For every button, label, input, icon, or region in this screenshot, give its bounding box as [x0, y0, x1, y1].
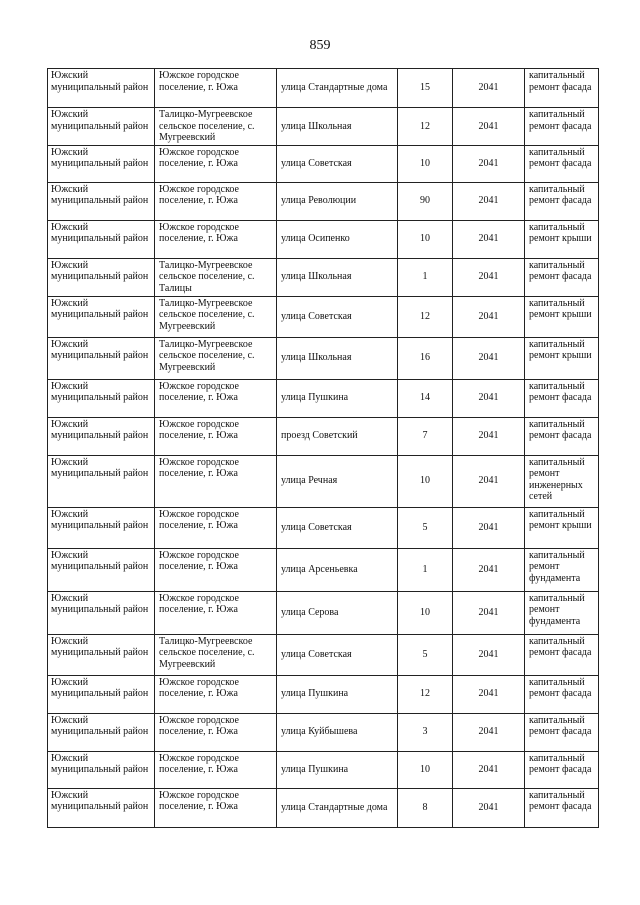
street-cell: улица Серова — [277, 591, 398, 634]
settlement-cell: Южское городское поселение, г. Южа — [155, 182, 277, 220]
house-number-cell: 5 — [398, 507, 453, 548]
district-cell: Южский муниципальный район — [48, 455, 155, 507]
house-number-cell: 1 — [398, 258, 453, 296]
table-row — [48, 634, 599, 675]
house-number-cell: 10 — [398, 591, 453, 634]
street-cell: проезд Советский — [277, 417, 398, 455]
work-type-cell: капитальный ремонт фасада — [525, 788, 599, 827]
street-cell: улица Советская — [277, 145, 398, 182]
work-type-cell: капитальный ремонт фасада — [525, 108, 599, 146]
table-row — [48, 108, 599, 146]
district-cell: Южский муниципальный район — [48, 379, 155, 417]
work-type-cell: капитальный ремонт фасада — [525, 417, 599, 455]
table-row — [48, 182, 599, 220]
street-cell: улица Советская — [277, 634, 398, 675]
district-cell: Южский муниципальный район — [48, 751, 155, 788]
work-type-cell: капитальный ремонт фасада — [525, 379, 599, 417]
street-cell: улица Осипенко — [277, 220, 398, 258]
settlement-cell: Талицко-Мугреевское сельское поселение, с. Талицы — [155, 258, 277, 296]
district-cell: Южский муниципальный район — [48, 591, 155, 634]
settlement-cell: Талицко-Мугреевское сельское поселение, с. Мугреевский — [155, 337, 277, 379]
district-cell: Южский муниципальный район — [48, 182, 155, 220]
table-body — [48, 69, 599, 828]
table-row — [48, 675, 599, 713]
street-cell: улица Арсеньевка — [277, 548, 398, 591]
year-cell: 2041 — [453, 337, 525, 379]
district-cell: Южский муниципальный район — [48, 69, 155, 108]
page-number: 859 — [309, 38, 331, 53]
house-number-cell: 5 — [398, 634, 453, 675]
table-row — [48, 591, 599, 634]
house-number-cell: 16 — [398, 337, 453, 379]
street-cell: улица Советская — [277, 296, 398, 337]
street-cell: улица Пушкина — [277, 675, 398, 713]
street-cell: улица Стандартные дома — [277, 69, 398, 108]
house-number-cell: 15 — [398, 69, 453, 108]
year-cell: 2041 — [453, 417, 525, 455]
street-cell: улица Стандартные дома — [277, 788, 398, 827]
district-cell: Южский муниципальный район — [48, 108, 155, 146]
work-type-cell: капитальный ремонт фасада — [525, 675, 599, 713]
district-cell: Южский муниципальный район — [48, 258, 155, 296]
table-row — [48, 417, 599, 455]
year-cell: 2041 — [453, 108, 525, 146]
settlement-cell: Южское городское поселение, г. Южа — [155, 379, 277, 417]
settlement-cell: Южское городское поселение, г. Южа — [155, 417, 277, 455]
work-type-cell: капитальный ремонт фундамента — [525, 548, 599, 591]
year-cell: 2041 — [453, 634, 525, 675]
year-cell: 2041 — [453, 507, 525, 548]
work-type-cell: капитальный ремонт фасада — [525, 713, 599, 751]
year-cell: 2041 — [453, 751, 525, 788]
house-number-cell: 8 — [398, 788, 453, 827]
table-row — [48, 548, 599, 591]
work-type-cell: капитальный ремонт инженерных сетей — [525, 455, 599, 507]
district-cell: Южский муниципальный район — [48, 220, 155, 258]
work-type-cell: капитальный ремонт крыши — [525, 337, 599, 379]
settlement-cell: Южское городское поселение, г. Южа — [155, 675, 277, 713]
table-row — [48, 788, 599, 827]
district-cell: Южский муниципальный район — [48, 337, 155, 379]
table-row — [48, 220, 599, 258]
settlement-cell: Южское городское поселение, г. Южа — [155, 145, 277, 182]
table-row — [48, 751, 599, 788]
house-number-cell: 12 — [398, 675, 453, 713]
year-cell: 2041 — [453, 713, 525, 751]
year-cell: 2041 — [453, 182, 525, 220]
settlement-cell: Южское городское поселение, г. Южа — [155, 713, 277, 751]
district-cell: Южский муниципальный район — [48, 145, 155, 182]
house-number-cell: 3 — [398, 713, 453, 751]
district-cell: Южский муниципальный район — [48, 713, 155, 751]
district-cell: Южский муниципальный район — [48, 634, 155, 675]
house-number-cell: 12 — [398, 108, 453, 146]
house-number-cell: 10 — [398, 751, 453, 788]
year-cell: 2041 — [453, 379, 525, 417]
work-type-cell: капитальный ремонт крыши — [525, 507, 599, 548]
street-cell: улица Школьная — [277, 337, 398, 379]
settlement-cell: Южское городское поселение, г. Южа — [155, 69, 277, 108]
house-number-cell: 10 — [398, 220, 453, 258]
year-cell: 2041 — [453, 591, 525, 634]
settlement-cell: Южское городское поселение, г. Южа — [155, 455, 277, 507]
street-cell: улица Советская — [277, 507, 398, 548]
street-cell: улица Куйбышева — [277, 713, 398, 751]
settlement-cell: Южское городское поселение, г. Южа — [155, 751, 277, 788]
house-number-cell: 10 — [398, 145, 453, 182]
settlement-cell: Южское городское поселение, г. Южа — [155, 591, 277, 634]
table-row — [48, 455, 599, 507]
year-cell: 2041 — [453, 548, 525, 591]
year-cell: 2041 — [453, 788, 525, 827]
street-cell: улица Речная — [277, 455, 398, 507]
work-type-cell: капитальный ремонт крыши — [525, 220, 599, 258]
settlement-cell: Талицко-Мугреевское сельское поселение, с. Мугреевский — [155, 108, 277, 146]
year-cell: 2041 — [453, 296, 525, 337]
repair-schedule-table — [47, 68, 599, 828]
district-cell: Южский муниципальный район — [48, 548, 155, 591]
work-type-cell: капитальный ремонт фасада — [525, 145, 599, 182]
house-number-cell: 1 — [398, 548, 453, 591]
street-cell: улица Школьная — [277, 108, 398, 146]
settlement-cell: Южское городское поселение, г. Южа — [155, 548, 277, 591]
settlement-cell: Южское городское поселение, г. Южа — [155, 220, 277, 258]
table-row — [48, 713, 599, 751]
settlement-cell: Южское городское поселение, г. Южа — [155, 507, 277, 548]
street-cell: улица Школьная — [277, 258, 398, 296]
house-number-cell: 7 — [398, 417, 453, 455]
settlement-cell: Южское городское поселение, г. Южа — [155, 788, 277, 827]
house-number-cell: 12 — [398, 296, 453, 337]
table-row — [48, 296, 599, 337]
street-cell: улица Пушкина — [277, 751, 398, 788]
table-row — [48, 337, 599, 379]
table-row — [48, 379, 599, 417]
work-type-cell: капитальный ремонт фасада — [525, 182, 599, 220]
work-type-cell: капитальный ремонт фасада — [525, 258, 599, 296]
year-cell: 2041 — [453, 220, 525, 258]
district-cell: Южский муниципальный район — [48, 675, 155, 713]
year-cell: 2041 — [453, 455, 525, 507]
house-number-cell: 14 — [398, 379, 453, 417]
table-row — [48, 69, 599, 108]
year-cell: 2041 — [453, 258, 525, 296]
settlement-cell: Талицко-Мугреевское сельское поселение, с. Мугреевский — [155, 634, 277, 675]
table-row — [48, 507, 599, 548]
district-cell: Южский муниципальный район — [48, 507, 155, 548]
work-type-cell: капитальный ремонт фундамента — [525, 591, 599, 634]
house-number-cell: 10 — [398, 455, 453, 507]
year-cell: 2041 — [453, 145, 525, 182]
street-cell: улица Пушкина — [277, 379, 398, 417]
year-cell: 2041 — [453, 69, 525, 108]
house-number-cell: 90 — [398, 182, 453, 220]
settlement-cell: Талицко-Мугреевское сельское поселение, с. Мугреевский — [155, 296, 277, 337]
work-type-cell: капитальный ремонт фасада — [525, 69, 599, 108]
work-type-cell: капитальный ремонт крыши — [525, 296, 599, 337]
district-cell: Южский муниципальный район — [48, 296, 155, 337]
year-cell: 2041 — [453, 675, 525, 713]
street-cell: улица Революции — [277, 182, 398, 220]
work-type-cell: капитальный ремонт фасада — [525, 751, 599, 788]
table-row — [48, 145, 599, 182]
work-type-cell: капитальный ремонт фасада — [525, 634, 599, 675]
district-cell: Южский муниципальный район — [48, 417, 155, 455]
table-row — [48, 258, 599, 296]
district-cell: Южский муниципальный район — [48, 788, 155, 827]
